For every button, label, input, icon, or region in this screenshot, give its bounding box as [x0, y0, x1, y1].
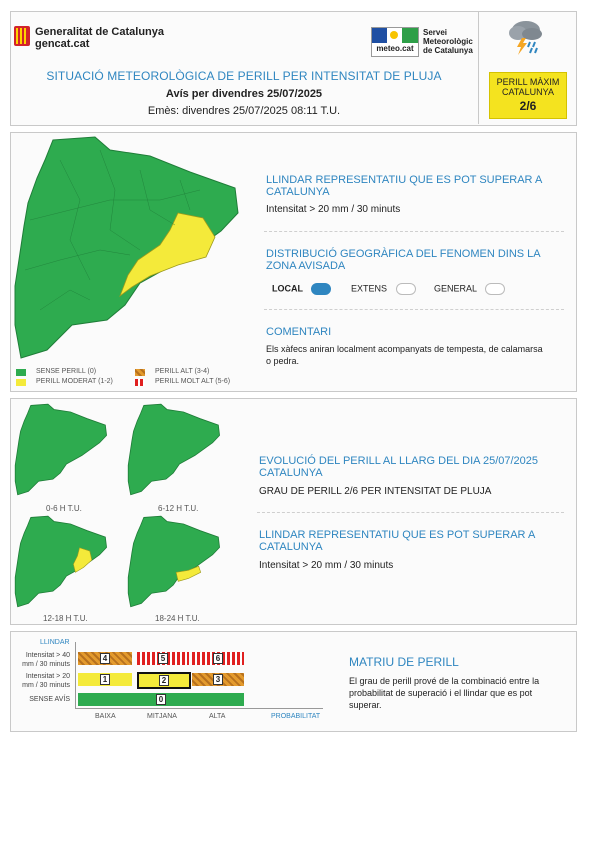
- threshold-value: Intensitat > 20 mm / 30 minuts: [266, 204, 401, 215]
- period-label-12-18: 12-18 H T.U.: [43, 614, 88, 623]
- org-name: Generalitat de Catalunya: [35, 26, 164, 38]
- legend-swatch-high: [135, 369, 145, 376]
- evolution-map-6-12: [127, 402, 222, 499]
- legend-label-high: PERILL ALT (3-4): [155, 368, 210, 375]
- matrix-cell-3: [192, 673, 244, 686]
- matrix-cell-0-value: 0: [156, 694, 166, 705]
- distribution-general: [434, 283, 505, 295]
- map-legend: [16, 368, 246, 388]
- matrix-col-mitjana: MITJANA: [147, 713, 177, 720]
- distribution-local: [272, 283, 331, 295]
- matrix-cell-6: [192, 652, 244, 665]
- evolution-map-18-24: [127, 514, 222, 611]
- distribution-local-label: LOCAL: [272, 283, 303, 294]
- evolution-heading: [259, 455, 559, 479]
- issued-date: Emès: divendres 25/07/2025 08:11 T.U.: [147, 105, 341, 117]
- legend-label-none: SENSE PERILL (0): [36, 368, 97, 375]
- matrix-llindar-label: LLINDAR: [40, 639, 70, 646]
- legend-label-very-high: PERILL MOLT ALT (5-6): [155, 378, 231, 385]
- distribution-heading: DISTRIBUCIÓ GEOGRÀFICA DEL FENOMEN DINS LA ZONA AVISADA: [266, 248, 541, 272]
- evolution-threshold-value: Intensitat > 20 mm / 30 minuts: [259, 560, 394, 571]
- evolution-heading-line-1: EVOLUCIÓ DEL PERILL AL LLARG DEL DIA 25/07/2025: [259, 455, 539, 467]
- matrix-cell-2-value: 2: [159, 675, 169, 686]
- matrix-cell-5-value: 5: [158, 653, 168, 664]
- matrix-cell-4: [78, 652, 132, 665]
- divider: [257, 512, 564, 513]
- matrix-row-40-label: Intensitat > 40 mm / 30 minuts: [22, 652, 70, 668]
- matrix-heading: MATRIU DE PERILL: [349, 655, 459, 669]
- comments-text: Els xàfecs aniran localment acompanyats de tempesta, de calamarsa o pedra.: [266, 344, 543, 366]
- evolution-threshold-heading: LLINDAR REPRESENTATIU QUE ES POT SUPERAR A CATALUNYA: [259, 529, 535, 553]
- generalitat-logo-icon: [14, 26, 30, 46]
- rain-storm-icon: [504, 14, 546, 56]
- servei-line-1: Servei: [423, 28, 448, 37]
- matrix-cell-2-selected: [137, 672, 191, 689]
- distribution-local-toggle: [311, 283, 331, 295]
- grade-text: GRAU DE PERILL 2/6 PER INTENSITAT DE PLUJA: [259, 486, 492, 497]
- max-danger-value: 2/6: [519, 99, 537, 113]
- matrix-row-none-label: SENSE AVÍS: [29, 696, 70, 703]
- matrix-cell-1-value: 1: [100, 674, 110, 685]
- period-label-18-24: 18-24 H T.U.: [155, 614, 200, 623]
- catalonia-map-main: [12, 134, 244, 366]
- matrix-col-alta: ALTA: [209, 713, 226, 720]
- header-divider: [478, 12, 479, 124]
- divider: [264, 231, 564, 232]
- evolution-heading-line-2: CATALUNYA: [259, 467, 323, 479]
- evolution-map-12-18: [14, 514, 109, 611]
- legend-swatch-moderate: [16, 379, 26, 386]
- servei-line-3: de Catalunya: [423, 46, 473, 55]
- distribution-extens: [351, 283, 416, 295]
- matrix-cell-4-value: 4: [100, 653, 110, 664]
- matrix-col-probabilitat: PROBABILITAT: [271, 713, 321, 720]
- org-site: gencat.cat: [35, 38, 90, 50]
- meteocat-logo-text: meteo.cat: [376, 44, 414, 53]
- matrix-cell-0: [78, 693, 244, 706]
- matrix-col-baixa: BAIXA: [95, 713, 116, 720]
- legend-label-moderate: PERILL MODERAT (1-2): [36, 378, 113, 385]
- page-subtitle: Avís per divendres 25/07/2025: [165, 88, 323, 100]
- matrix-row-20-label: Intensitat > 20 mm / 30 minuts: [22, 673, 70, 689]
- divider: [264, 309, 564, 310]
- meteocat-logo: [371, 27, 419, 57]
- comments-heading: COMENTARI: [266, 326, 332, 338]
- matrix-cell-5: [137, 652, 189, 665]
- max-danger-badge: [489, 72, 567, 119]
- servei-name: [423, 28, 473, 55]
- evolution-map-0-6: [14, 402, 109, 499]
- threshold-heading: LLINDAR REPRESENTATIU QUE ES POT SUPERAR A CATALUNYA: [266, 174, 542, 198]
- period-label-6-12: 6-12 H T.U.: [158, 504, 199, 513]
- matrix-description: El grau de perill prové de la combinació entre la probabilitat de superació i el llindar que es pot superar.: [349, 676, 540, 710]
- max-danger-label-1: PERILL MÀXIM: [496, 77, 560, 87]
- matrix-cell-1: [78, 673, 132, 686]
- max-danger-label-2: CATALUNYA: [501, 87, 554, 97]
- legend-swatch-very-high: [135, 379, 145, 386]
- distribution-general-toggle: [485, 283, 505, 295]
- distribution-extens-label: EXTENS: [351, 283, 388, 294]
- period-label-0-6: 0-6 H T.U.: [46, 504, 82, 513]
- page-title: SITUACIÓ METEOROLÒGICA DE PERILL PER INTENSITAT DE PLUJA: [46, 69, 442, 83]
- matrix-y-axis: [75, 642, 76, 708]
- matrix-cell-3-value: 3: [213, 674, 223, 685]
- weather-symbols-icon: [372, 28, 418, 43]
- servei-line-2: Meteorològic: [423, 37, 473, 46]
- distribution-general-label: GENERAL: [434, 283, 477, 294]
- distribution-extens-toggle: [396, 283, 416, 295]
- matrix-x-axis: [75, 708, 323, 709]
- legend-swatch-none: [16, 369, 26, 376]
- matrix-cell-6-value: 6: [213, 653, 223, 664]
